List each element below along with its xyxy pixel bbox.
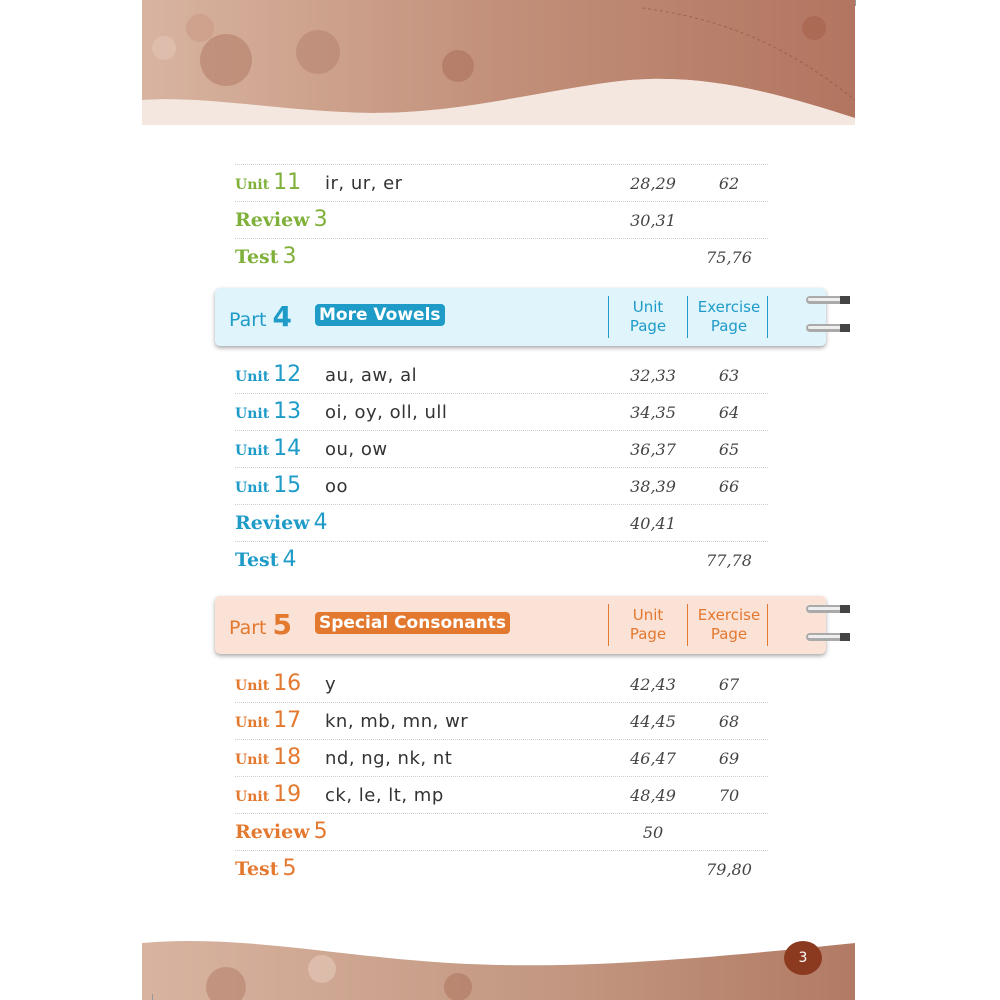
toc-row[interactable] xyxy=(235,542,768,578)
top-decoration xyxy=(142,0,855,125)
toc-row[interactable] xyxy=(235,202,768,239)
row-label: Unit 11 xyxy=(235,170,302,195)
exercise-page: 64 xyxy=(718,403,740,422)
row-label: Test 5 xyxy=(235,856,297,881)
part-title: More Vowels xyxy=(315,304,445,326)
part5-header xyxy=(215,596,826,654)
toc-row[interactable] xyxy=(235,468,768,505)
unit-page: 32,33 xyxy=(630,366,676,385)
row-label: Unit 18 xyxy=(235,745,302,770)
row-label: Review 5 xyxy=(235,819,328,844)
toc-row[interactable] xyxy=(235,851,768,887)
crop-mark xyxy=(152,994,153,1000)
part-label: Part 5 xyxy=(229,608,292,641)
toc-row[interactable] xyxy=(235,431,768,468)
row-label: Test 3 xyxy=(235,244,297,269)
toc-row[interactable] xyxy=(235,239,768,275)
unit-page: 34,35 xyxy=(630,403,676,422)
row-sounds: kn, mb, mn, wr xyxy=(325,711,469,732)
part4-header xyxy=(215,288,826,346)
part3-rows xyxy=(235,164,768,275)
row-label: Review 3 xyxy=(235,207,328,232)
unit-page: 50 xyxy=(642,823,664,842)
page-number-badge: 3 xyxy=(784,941,822,975)
toc-row[interactable] xyxy=(235,357,768,394)
unit-page: 38,39 xyxy=(630,477,676,496)
crop-mark xyxy=(855,0,856,6)
divider xyxy=(767,604,768,646)
row-sounds: ou, ow xyxy=(325,439,388,460)
unit-page: 28,29 xyxy=(630,174,676,193)
exercise-page: 68 xyxy=(718,712,740,731)
toc-row[interactable] xyxy=(235,164,768,202)
toc-row[interactable] xyxy=(235,666,768,703)
toc-row[interactable] xyxy=(235,505,768,542)
toc-row[interactable] xyxy=(235,814,768,851)
row-label: Unit 17 xyxy=(235,708,302,733)
binder-ring-icon xyxy=(806,633,850,641)
unit-page: 30,31 xyxy=(630,211,676,230)
col-head-exercise-page: Exercise Page xyxy=(697,298,761,335)
unit-page: 44,45 xyxy=(630,712,676,731)
toc-row[interactable] xyxy=(235,394,768,431)
binder-ring-icon xyxy=(806,296,850,304)
toc-row[interactable] xyxy=(235,703,768,740)
row-label: Unit 15 xyxy=(235,473,302,498)
row-sounds: ck, le, lt, mp xyxy=(325,785,444,806)
row-sounds: ir, ur, er xyxy=(325,173,403,194)
row-sounds: oi, oy, oll, ull xyxy=(325,402,448,423)
exercise-page: 62 xyxy=(718,174,740,193)
row-label: Unit 14 xyxy=(235,436,302,461)
row-sounds: au, aw, al xyxy=(325,365,418,386)
exercise-page: 67 xyxy=(718,675,740,694)
part4-rows xyxy=(235,357,768,578)
exercise-page: 63 xyxy=(718,366,740,385)
binder-ring-icon xyxy=(806,605,850,613)
row-label: Unit 13 xyxy=(235,399,302,424)
col-head-exercise-page: Exercise Page xyxy=(697,606,761,643)
exercise-page: 69 xyxy=(718,749,740,768)
divider xyxy=(687,604,688,646)
toc-row[interactable] xyxy=(235,740,768,777)
part-label: Part 4 xyxy=(229,300,292,333)
divider xyxy=(767,296,768,338)
divider xyxy=(608,296,609,338)
exercise-page: 66 xyxy=(718,477,740,496)
divider xyxy=(608,604,609,646)
row-label: Test 4 xyxy=(235,547,297,572)
divider xyxy=(687,296,688,338)
row-sounds: oo xyxy=(325,476,349,497)
row-label: Unit 16 xyxy=(235,671,302,696)
unit-page: 48,49 xyxy=(630,786,676,805)
exercise-page: 75,76 xyxy=(706,248,752,267)
col-head-unit-page: Unit Page xyxy=(629,298,667,335)
col-head-unit-page: Unit Page xyxy=(629,606,667,643)
unit-page: 40,41 xyxy=(630,514,676,533)
bottom-decoration xyxy=(142,935,855,1000)
unit-page: 42,43 xyxy=(630,675,676,694)
exercise-page: 77,78 xyxy=(706,551,752,570)
part-title: Special Consonants xyxy=(315,612,510,634)
row-sounds: y xyxy=(325,674,337,695)
toc-row[interactable] xyxy=(235,777,768,814)
exercise-page: 70 xyxy=(718,786,740,805)
row-label: Review 4 xyxy=(235,510,328,535)
row-label: Unit 12 xyxy=(235,362,302,387)
exercise-page: 65 xyxy=(718,440,740,459)
unit-page: 36,37 xyxy=(630,440,676,459)
row-sounds: nd, ng, nk, nt xyxy=(325,748,453,769)
exercise-page: 79,80 xyxy=(706,860,752,879)
part5-rows xyxy=(235,666,768,887)
binder-ring-icon xyxy=(806,324,850,332)
row-label: Unit 19 xyxy=(235,782,302,807)
unit-page: 46,47 xyxy=(630,749,676,768)
